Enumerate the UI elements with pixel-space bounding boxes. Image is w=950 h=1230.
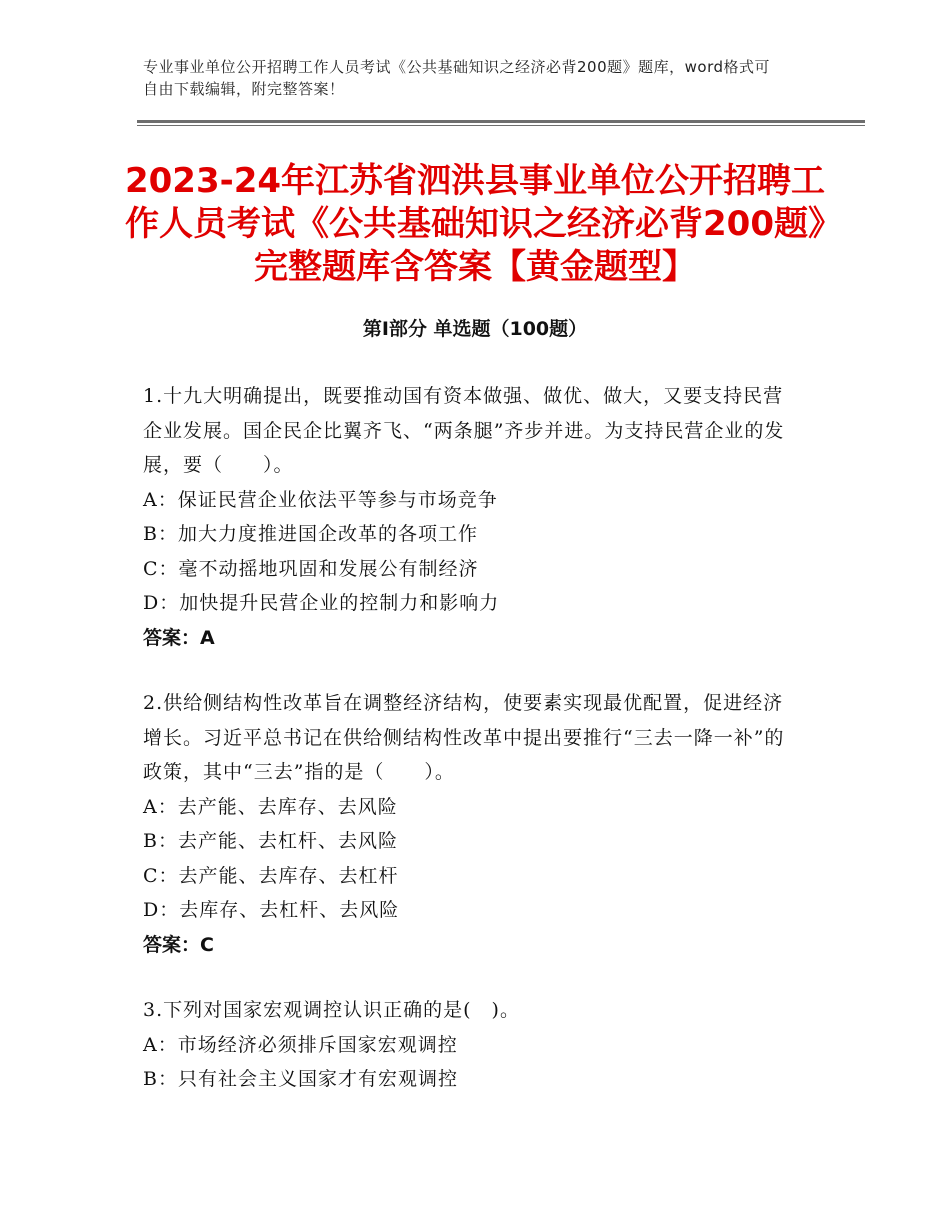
option-b: B：只有社会主义国家才有宏观调控 [143,1068,458,1090]
question-1 [143,379,803,655]
option-c: C：去产能、去库存、去杠杆 [143,864,399,887]
question-stem: 3.下列对国家宏观调控认识正确的是( )。 [143,999,520,1021]
option-a: A：保证民营企业依法平等参与市场竞争 [143,488,498,511]
answer-label: 答案：C [143,933,214,956]
header-rule-thick [137,120,865,123]
option-a: A：去产能、去库存、去风险 [143,795,398,818]
section-heading: 第Ⅰ部分 单选题（100题） [362,318,588,340]
option-a: A：市场经济必须排斥国家宏观调控 [143,1033,458,1056]
question-3 [143,993,803,1097]
header-note: 专业事业单位公开招聘工作人员考试《公共基础知识之经济必背200题》题库，word格式可自由下载编辑，附完整答案！ [143,58,771,98]
answer-label: 答案：A [143,626,215,649]
option-d: D：加快提升民营企业的控制力和影响力 [143,592,500,614]
document-title: 2023-24年江苏省泗洪县事业单位公开招聘工作人员考试《公共基础知识之经济必背200题》完整题库含答案【黄金题型】 [124,161,826,287]
question-2 [143,686,803,962]
option-b: B：去产能、去杠杆、去风险 [143,830,398,852]
option-c: C：毫不动摇地巩固和发展公有制经济 [143,557,479,580]
option-d: D：去库存、去杠杆、去风险 [143,899,400,921]
question-stem: 1.十九大明确提出，既要推动国有资本做强、做优、做大，又要支持民营企业发展。国企民企比翼齐飞、“两条腿”齐步并进。为支持民营企业的发展，要（ ）。 [143,385,785,476]
question-stem: 2.供给侧结构性改革旨在调整经济结构，使要素实现最优配置，促进经济增长。习近平总书记在供给侧结构性改革中提出要推行“三去一降一补”的政策，其中“三去”指的是（ ）。 [143,692,785,783]
option-b: B：加大力度推进国企改革的各项工作 [143,523,478,545]
header-rule-thin [137,125,865,126]
